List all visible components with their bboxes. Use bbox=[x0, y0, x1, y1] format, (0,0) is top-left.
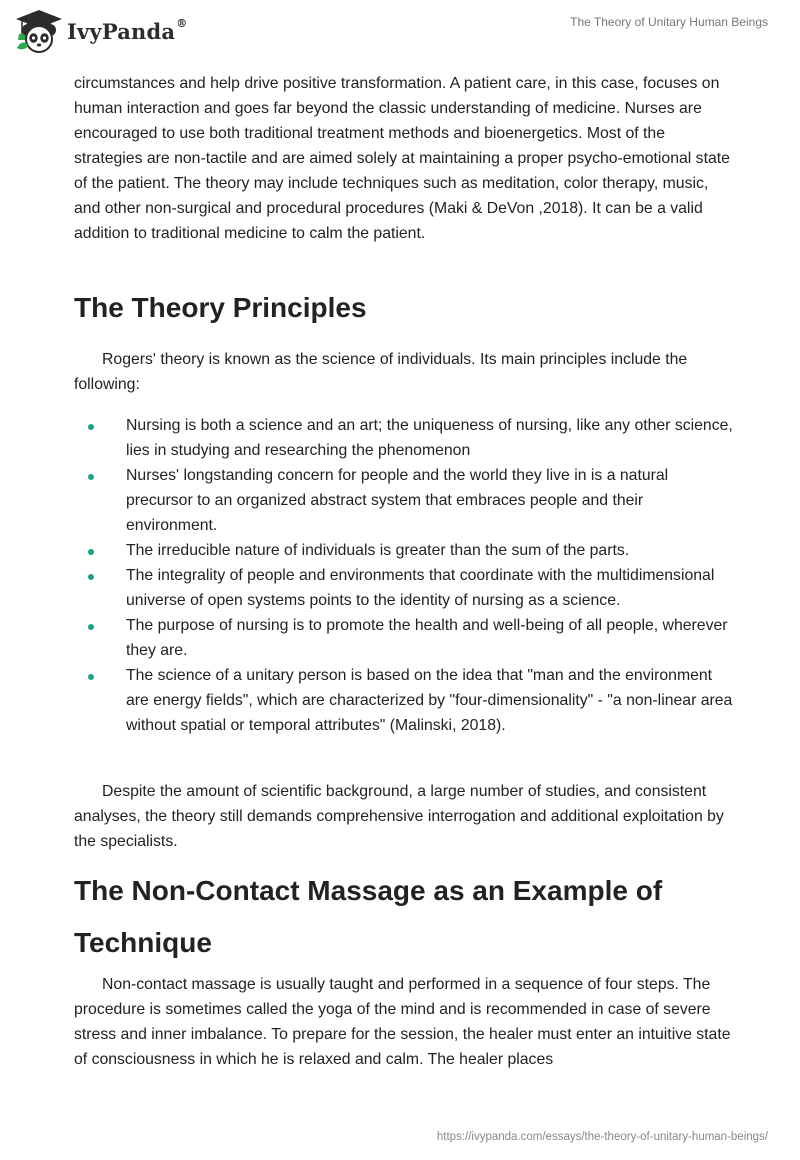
principles-list bbox=[74, 413, 734, 738]
bullet-icon bbox=[88, 424, 94, 430]
intro-paragraph: circumstances and help drive positive transformation. A patient care, in this case, focuses on human interaction and goes far beyond the classic understanding of medicine. Nurses are encouraged to use both traditional treatment methods and bioenergetics. Most of the strategies are non-tactile and are aimed solely at maintaining a proper psycho-emotional state of the patient. The theory may include techniques such as meditation, color therapy, music, and other non-surgical and procedural procedures (Maki & DeVon ,2018). It can be a valid addition to traditional medicine to calm the patient. bbox=[74, 75, 730, 242]
principles-conclusion-paragraph: Despite the amount of scientific background, a large number of studies, and consistent analyses, the theory still demands comprehensive interrogation and additional exploitation by the specialists. bbox=[74, 783, 724, 850]
page-header bbox=[0, 0, 800, 62]
document-title: The Theory of Unitary Human Beings bbox=[570, 15, 768, 29]
massage-paragraph: Non-contact massage is usually taught and performed in a sequence of four steps. The procedure is sometimes called the yoga of the mind and is recommended in case of severe stress and inner imbalance. To prepare for the session, the healer must enter an intuitive state of consciousness in which he is relaxed and calm. The healer places bbox=[74, 976, 731, 1068]
list-item: The irreducible nature of individuals is greater than the sum of the parts. bbox=[74, 538, 734, 563]
bullet-icon bbox=[88, 624, 94, 630]
source-url[interactable]: https://ivypanda.com/essays/the-theory-of-unitary-human-beings/ bbox=[436, 1131, 768, 1143]
brand-name: IvyPanda® bbox=[67, 16, 188, 44]
list-item: Nursing is both a science and an art; the uniqueness of nursing, like any other science, lies in studying and researching the phenomenon bbox=[74, 413, 734, 463]
bullet-icon bbox=[88, 574, 94, 580]
bullet-icon bbox=[88, 549, 94, 555]
bullet-icon bbox=[88, 674, 94, 680]
section-heading-non-contact-massage: The Non-Contact Massage as an Example of Technique bbox=[74, 875, 663, 958]
section-heading-principles: The Theory Principles bbox=[74, 292, 367, 323]
panda-mascot-icon bbox=[14, 8, 64, 54]
list-item: The science of a unitary person is based on the idea that "man and the environment are energy fields", which are characterized by "four-dimensionality" - "a non-linear area without spatial or temporal attributes" (Malinski, 2018). bbox=[74, 663, 734, 738]
list-item: The integrality of people and environments that coordinate with the multidimensional universe of open systems points to the identity of nursing as a science. bbox=[74, 563, 734, 613]
bullet-icon bbox=[88, 474, 94, 480]
principles-intro-paragraph: Rogers' theory is known as the science of individuals. Its main principles include the following: bbox=[74, 351, 688, 393]
list-item: Nurses' longstanding concern for people and the world they live in is a natural precursor to an organized abstract system that embraces people and their environment. bbox=[74, 463, 734, 538]
list-item: The purpose of nursing is to promote the health and well-being of all people, wherever they are. bbox=[74, 613, 734, 663]
logo[interactable] bbox=[14, 8, 187, 54]
